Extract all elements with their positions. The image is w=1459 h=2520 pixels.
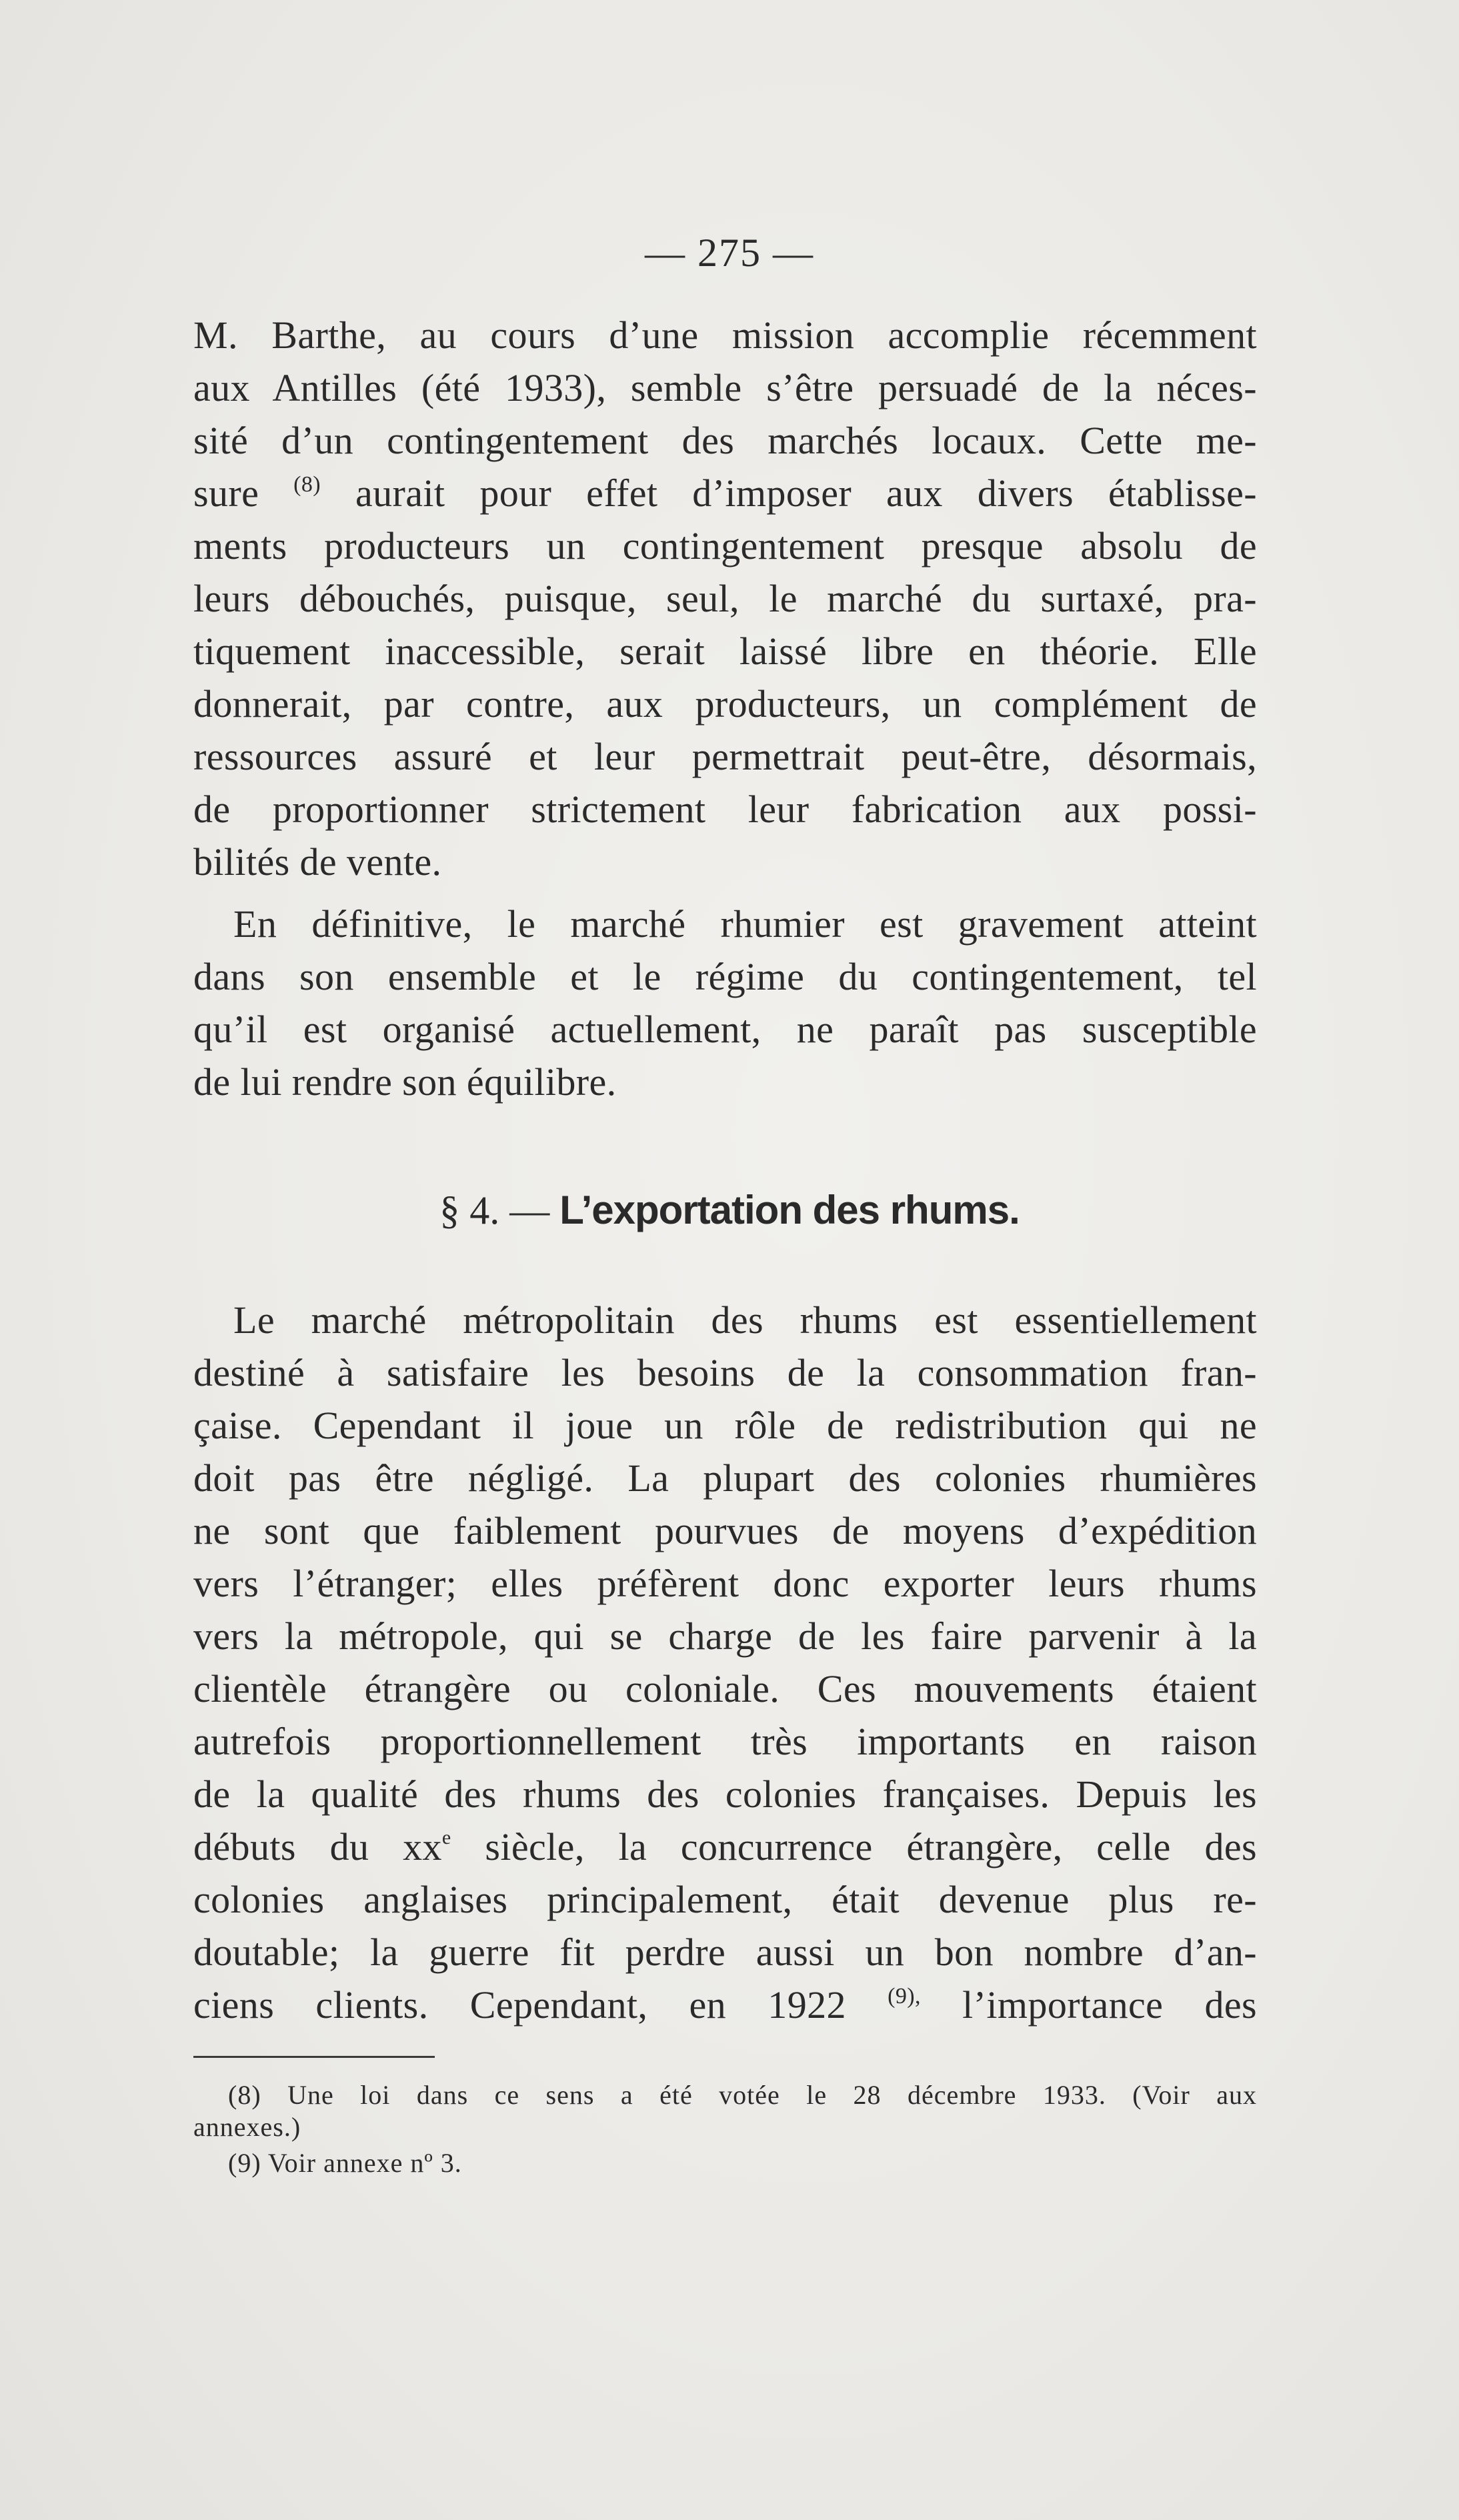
text-line: bilités de vente. <box>193 840 442 884</box>
text-line: autrefois proportionnellement très importants en raison <box>193 1720 1257 1763</box>
text-line: ments producteurs un contingentement presque absolu de <box>193 524 1257 567</box>
footnote-rule <box>193 2056 435 2058</box>
text-line: vers l’étranger; elles préfèrent donc exporter leurs rhums <box>193 1562 1257 1605</box>
text-line <box>193 467 1257 519</box>
text-line: ne sont que faiblement pourvues de moyens d’expédition <box>193 1509 1257 1552</box>
section-number: § 4. — <box>439 1188 550 1232</box>
paragraph-1 <box>193 309 1257 888</box>
text-line: doutable; la guerre fit perdre aussi un bon nombre d’an- <box>193 1931 1257 1974</box>
text-line <box>193 1979 1257 2031</box>
footnotes <box>193 2079 1257 2179</box>
text-line <box>193 1820 1257 1873</box>
footnote-8-continuation: annexes.) <box>193 2112 301 2142</box>
text-line: clientèle étrangère ou coloniale. Ces mouvements étaient <box>193 1667 1257 1710</box>
text-line: doit pas être négligé. La plupart des colonies rhumières <box>193 1456 1257 1500</box>
text-line: donnerait, par contre, aux producteurs, un complément de <box>193 682 1257 726</box>
text-fragment: débuts du xx <box>193 1825 442 1868</box>
text-fragment: sure <box>193 471 259 515</box>
text-line: de proportionner strictement leur fabrication aux possi- <box>193 788 1257 831</box>
paragraph-3 <box>193 1294 1257 2031</box>
text-line: de la qualité des rhums des colonies françaises. Depuis les <box>193 1772 1257 1816</box>
paragraph-2 <box>193 898 1257 1108</box>
text-line: destiné à satisfaire les besoins de la consommation fran- <box>193 1351 1257 1394</box>
text-fragment: siècle, la concurrence étrangère, celle des <box>485 1825 1258 1868</box>
text-line: çaise. Cependant il joue un rôle de redistribution qui ne <box>193 1404 1257 1447</box>
footnote-8: (8) Une loi dans ce sens a été votée le 28 décembre 1933. (Voir aux <box>228 2080 1257 2110</box>
section-title: L’exportation des rhums. <box>559 1188 1020 1232</box>
text-line: vers la métropole, qui se charge de les faire parvenir à la <box>193 1614 1257 1658</box>
footnote-ref-9[interactable]: (9), <box>888 1984 921 2009</box>
text-line: ressources assuré et leur permettrait peut-être, désormais, <box>193 735 1257 778</box>
century-superscript: e <box>441 1826 451 1848</box>
section-heading <box>0 1187 1459 1234</box>
text-line: Le marché métropolitain des rhums est essentiellement <box>233 1298 1257 1342</box>
text-line: tiquement inaccessible, serait laissé libre en théorie. Elle <box>193 629 1257 673</box>
text-line: colonies anglaises principalement, était devenue plus re- <box>193 1878 1257 1921</box>
text-fragment: l’importance des <box>962 1983 1258 2027</box>
page-number: — 275 — <box>645 231 814 275</box>
footnote-9: (9) Voir annexe nº 3. <box>228 2148 462 2178</box>
text-line: M. Barthe, au cours d’une mission accomplie récemment <box>193 313 1257 357</box>
text-line: En définitive, le marché rhumier est gravement atteint <box>233 902 1257 946</box>
text-line: aux Antilles (été 1933), semble s’être persuadé de la néces- <box>193 366 1257 409</box>
text-line: qu’il est organisé actuellement, ne paraît pas susceptible <box>193 1008 1257 1051</box>
text-line: leurs débouchés, puisque, seul, le marché du surtaxé, pra- <box>193 577 1257 620</box>
footnote-ref-8[interactable]: (8) <box>293 472 321 497</box>
text-fragment: aurait pour effet d’imposer aux divers établisse- <box>355 471 1257 515</box>
text-fragment: ciens clients. Cependant, en 1922 <box>193 1983 846 2027</box>
text-line: dans son ensemble et le régime du contingentement, tel <box>193 955 1257 998</box>
text-line: de lui rendre son équilibre. <box>193 1060 617 1104</box>
text-line: sité d’un contingentement des marchés locaux. Cette me- <box>193 419 1257 462</box>
